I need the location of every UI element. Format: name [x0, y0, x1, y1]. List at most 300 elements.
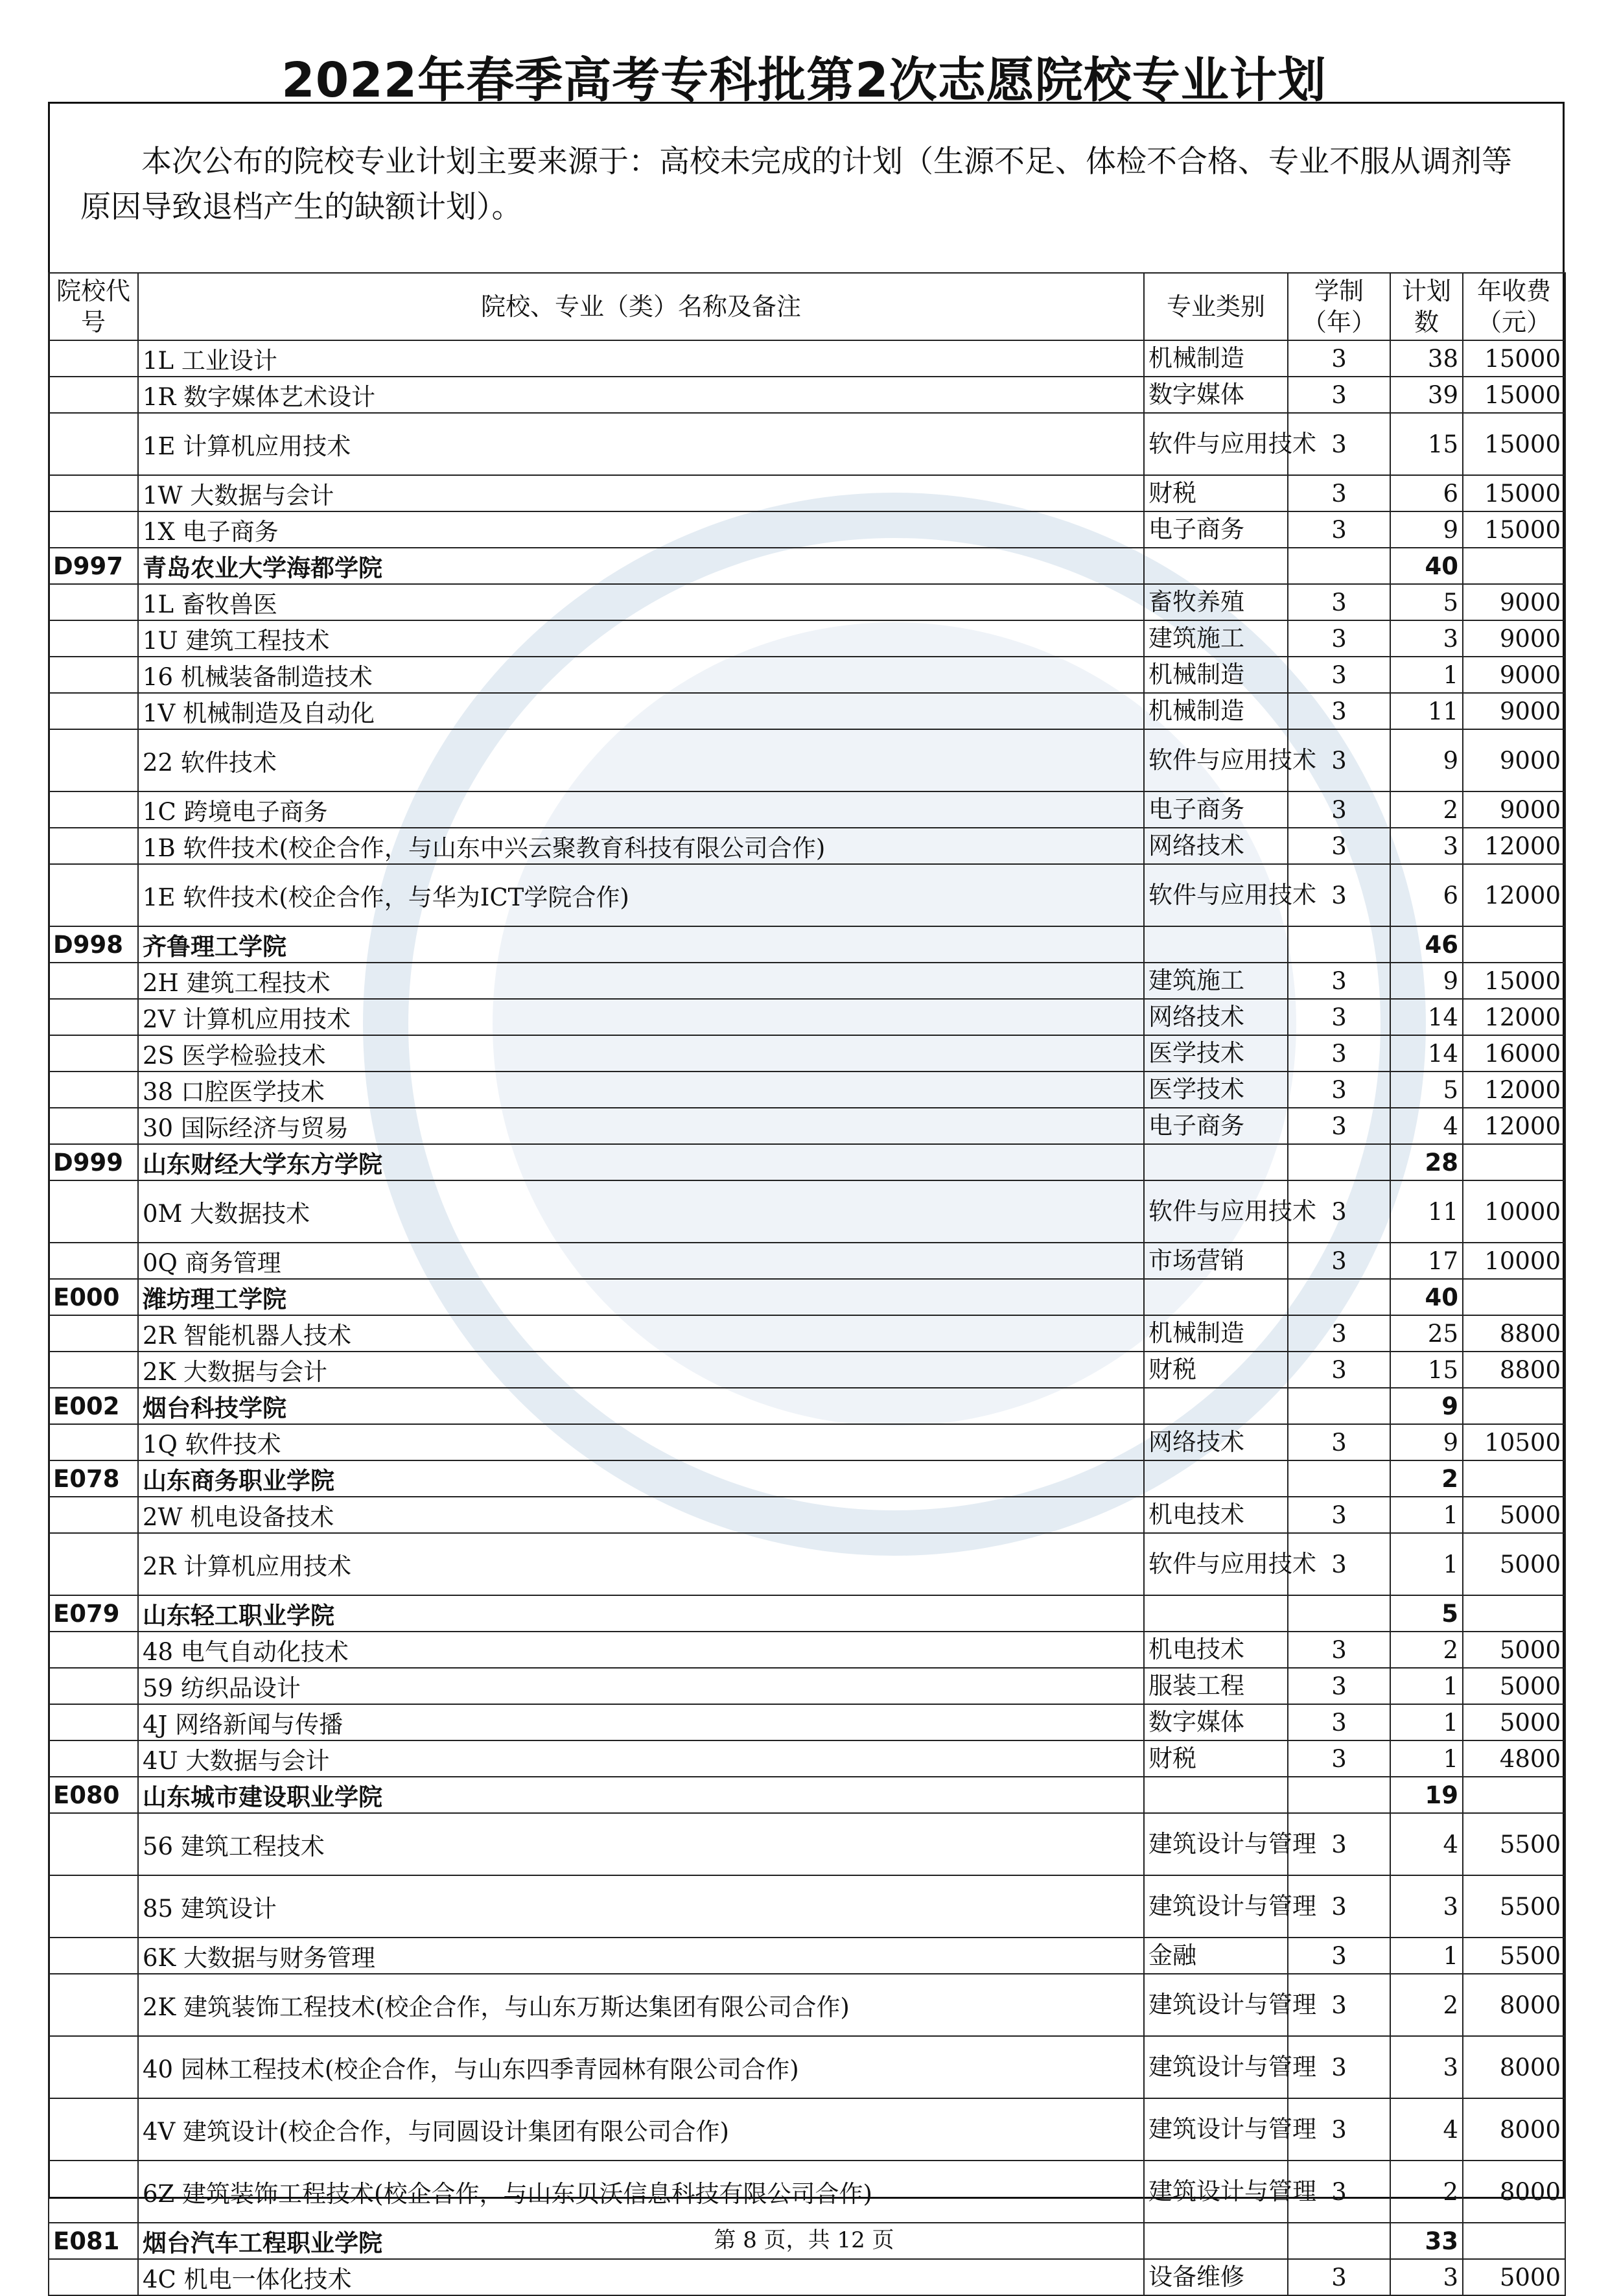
category-cell: 数字媒体: [1144, 377, 1288, 413]
code-cell: [49, 828, 138, 864]
years-cell: 3: [1288, 828, 1390, 864]
years-cell: 3: [1288, 791, 1390, 828]
category-cell: 网络技术: [1144, 999, 1288, 1035]
plan-table: [48, 272, 1566, 2296]
plan-cell: 4: [1390, 1108, 1463, 1144]
category-cell: 建筑设计与管理: [1144, 2161, 1288, 2223]
category-cell: 机械制造: [1144, 693, 1288, 729]
school-row: [49, 1777, 1565, 1813]
school-row: [49, 548, 1565, 584]
plan-cell: 3: [1390, 620, 1463, 657]
category-cell: 电子商务: [1144, 1108, 1288, 1144]
plan-cell: 40: [1390, 1279, 1463, 1315]
table-row: [49, 1813, 1565, 1875]
category-cell: 软件与应用技术: [1144, 413, 1288, 475]
category-cell: 数字媒体: [1144, 1704, 1288, 1740]
years-cell: 3: [1288, 1072, 1390, 1108]
code-cell: [49, 1632, 138, 1668]
years-cell: 3: [1288, 1424, 1390, 1460]
category-cell: 畜牧养殖: [1144, 584, 1288, 620]
fee-cell: 9000: [1463, 693, 1565, 729]
code-cell: [49, 1315, 138, 1352]
table-row: [49, 340, 1565, 377]
category-cell: 财税: [1144, 1352, 1288, 1388]
years-cell: 3: [1288, 377, 1390, 413]
school-row: [49, 1279, 1565, 1315]
name-cell: 0Q 商务管理: [138, 1243, 1144, 1279]
code-cell: [49, 693, 138, 729]
category-cell: 软件与应用技术: [1144, 729, 1288, 791]
category-cell: 机械制造: [1144, 657, 1288, 693]
page-footer: 第 8 页，共 12 页: [714, 2227, 894, 2253]
fee-cell: 8000: [1463, 1974, 1565, 2036]
category-cell: 建筑设计与管理: [1144, 1974, 1288, 2036]
name-cell: 1E 软件技术(校企合作，与华为ICT学院合作): [138, 864, 1144, 926]
category-cell: 机电技术: [1144, 1632, 1288, 1668]
plan-cell: 17: [1390, 1243, 1463, 1279]
table-row: [49, 1243, 1565, 1279]
table-row: [49, 828, 1565, 864]
fee-cell: 12000: [1463, 1108, 1565, 1144]
code-cell: [49, 413, 138, 475]
name-cell: 2R 计算机应用技术: [138, 1533, 1144, 1595]
fee-cell: [1463, 1777, 1565, 1813]
plan-cell: 2: [1390, 1460, 1463, 1497]
fee-cell: 10000: [1463, 1243, 1565, 1279]
category-cell: 建筑施工: [1144, 963, 1288, 999]
code-cell: [49, 729, 138, 791]
name-cell: 16 机械装备制造技术: [138, 657, 1144, 693]
name-cell: 0M 大数据技术: [138, 1180, 1144, 1243]
plan-cell: 3: [1390, 828, 1463, 864]
years-cell: 3: [1288, 511, 1390, 548]
table-row: [49, 1424, 1565, 1460]
category-cell: 软件与应用技术: [1144, 864, 1288, 926]
code-cell: E002: [49, 1388, 138, 1424]
plan-cell: 9: [1390, 511, 1463, 548]
notice-paragraph: 本次公布的院校专业计划主要来源于：高校未完成的计划（生源不足、体检不合格、专业不服从调剂等原因导致退档产生的缺额计划）。: [80, 144, 1512, 225]
years-cell: 3: [1288, 475, 1390, 511]
category-cell: 建筑设计与管理: [1144, 1875, 1288, 1938]
years-cell: 3: [1288, 729, 1390, 791]
code-cell: [49, 1243, 138, 1279]
plan-cell: 19: [1390, 1777, 1463, 1813]
plan-cell: 1: [1390, 1938, 1463, 1974]
code-cell: [49, 2098, 138, 2161]
plan-cell: 2: [1390, 1974, 1463, 2036]
code-cell: [49, 1533, 138, 1595]
plan-cell: 1: [1390, 1533, 1463, 1595]
code-cell: E080: [49, 1777, 138, 1813]
name-cell: 山东城市建设职业学院: [138, 1777, 1144, 1813]
school-row: [49, 1144, 1565, 1180]
code-cell: [49, 1180, 138, 1243]
code-cell: [49, 1035, 138, 1072]
plan-cell: 2: [1390, 1632, 1463, 1668]
category-cell: 软件与应用技术: [1144, 1180, 1288, 1243]
table-row: [49, 1072, 1565, 1108]
category-cell: 电子商务: [1144, 511, 1288, 548]
fee-cell: [1463, 548, 1565, 584]
name-cell: 85 建筑设计: [138, 1875, 1144, 1938]
name-cell: 齐鲁理工学院: [138, 926, 1144, 963]
name-cell: 4C 机电一体化技术: [138, 2259, 1144, 2295]
code-cell: [49, 620, 138, 657]
fee-cell: 10500: [1463, 1424, 1565, 1460]
years-cell: [1288, 1460, 1390, 1497]
plan-cell: 5: [1390, 1072, 1463, 1108]
header-name: 院校、专业（类）名称及备注: [138, 273, 1144, 340]
name-cell: 山东财经大学东方学院: [138, 1144, 1144, 1180]
table-row: [49, 1704, 1565, 1740]
fee-cell: 15000: [1463, 511, 1565, 548]
years-cell: 3: [1288, 1533, 1390, 1595]
table-row: [49, 377, 1565, 413]
fee-cell: 9000: [1463, 620, 1565, 657]
code-cell: E081: [49, 2223, 138, 2259]
category-cell: 机械制造: [1144, 1315, 1288, 1352]
fee-cell: 5500: [1463, 1875, 1565, 1938]
code-cell: E078: [49, 1460, 138, 1497]
category-cell: 电子商务: [1144, 791, 1288, 828]
fee-cell: 15000: [1463, 413, 1565, 475]
plan-cell: 1: [1390, 1497, 1463, 1533]
name-cell: 2K 大数据与会计: [138, 1352, 1144, 1388]
table-row: [49, 1497, 1565, 1533]
plan-cell: 6: [1390, 475, 1463, 511]
fee-cell: 9000: [1463, 584, 1565, 620]
years-cell: [1288, 1777, 1390, 1813]
years-cell: 3: [1288, 1243, 1390, 1279]
code-cell: E079: [49, 1595, 138, 1632]
name-cell: 59 纺织品设计: [138, 1668, 1144, 1704]
table-row: [49, 413, 1565, 475]
plan-cell: 9: [1390, 729, 1463, 791]
plan-cell: 14: [1390, 999, 1463, 1035]
years-cell: 3: [1288, 1315, 1390, 1352]
plan-cell: 4: [1390, 1813, 1463, 1875]
category-cell: 设备维修: [1144, 2259, 1288, 2295]
school-row: [49, 1595, 1565, 1632]
category-cell: 机械制造: [1144, 340, 1288, 377]
code-cell: [49, 377, 138, 413]
fee-cell: 8000: [1463, 2161, 1565, 2223]
plan-cell: 9: [1390, 1388, 1463, 1424]
years-cell: 3: [1288, 693, 1390, 729]
category-cell: 医学技术: [1144, 1035, 1288, 1072]
table-row: [49, 511, 1565, 548]
category-cell: 网络技术: [1144, 828, 1288, 864]
table-row: [49, 475, 1565, 511]
plan-cell: 25: [1390, 1315, 1463, 1352]
table-row: [49, 1180, 1565, 1243]
fee-cell: [1463, 1388, 1565, 1424]
table-row: [49, 1352, 1565, 1388]
plan-cell: 1: [1390, 1668, 1463, 1704]
table-row: [49, 2098, 1565, 2161]
fee-cell: 15000: [1463, 377, 1565, 413]
fee-cell: 5000: [1463, 1533, 1565, 1595]
table-row: [49, 791, 1565, 828]
code-cell: [49, 340, 138, 377]
fee-cell: 10000: [1463, 1180, 1565, 1243]
name-cell: 2H 建筑工程技术: [138, 963, 1144, 999]
years-cell: 3: [1288, 864, 1390, 926]
table-row: [49, 2036, 1565, 2098]
fee-cell: 5500: [1463, 1813, 1565, 1875]
header-years: 学制（年）: [1288, 273, 1390, 340]
years-cell: [1288, 548, 1390, 584]
table-row: [49, 1668, 1565, 1704]
table-row: [49, 657, 1565, 693]
code-cell: [49, 963, 138, 999]
code-cell: [49, 1974, 138, 2036]
code-cell: [49, 864, 138, 926]
fee-cell: 8000: [1463, 2098, 1565, 2161]
fee-cell: 8800: [1463, 1315, 1565, 1352]
table-row: [49, 729, 1565, 791]
category-cell: 建筑施工: [1144, 620, 1288, 657]
category-cell: 机电技术: [1144, 1497, 1288, 1533]
name-cell: 2W 机电设备技术: [138, 1497, 1144, 1533]
plan-cell: 2: [1390, 791, 1463, 828]
category-cell: 财税: [1144, 1740, 1288, 1777]
code-cell: [49, 475, 138, 511]
name-cell: 2S 医学检验技术: [138, 1035, 1144, 1072]
fee-cell: 15000: [1463, 963, 1565, 999]
name-cell: 1L 工业设计: [138, 340, 1144, 377]
years-cell: 3: [1288, 1938, 1390, 1974]
years-cell: 3: [1288, 1813, 1390, 1875]
plan-cell: 38: [1390, 340, 1463, 377]
code-cell: [49, 1352, 138, 1388]
name-cell: 22 软件技术: [138, 729, 1144, 791]
fee-cell: 5000: [1463, 1497, 1565, 1533]
name-cell: 2R 智能机器人技术: [138, 1315, 1144, 1352]
plan-cell: 14: [1390, 1035, 1463, 1072]
category-cell: [1144, 1595, 1288, 1632]
years-cell: 3: [1288, 2161, 1390, 2223]
school-row: [49, 1388, 1565, 1424]
category-cell: [1144, 1460, 1288, 1497]
code-cell: [49, 1424, 138, 1460]
fee-cell: 5000: [1463, 1704, 1565, 1740]
name-cell: 30 国际经济与贸易: [138, 1108, 1144, 1144]
years-cell: 3: [1288, 1974, 1390, 2036]
fee-cell: [1463, 926, 1565, 963]
plan-cell: 3: [1390, 2259, 1463, 2295]
name-cell: 山东轻工职业学院: [138, 1595, 1144, 1632]
code-cell: [49, 511, 138, 548]
years-cell: 3: [1288, 963, 1390, 999]
code-cell: [49, 657, 138, 693]
plan-cell: 39: [1390, 377, 1463, 413]
plan-cell: 3: [1390, 2036, 1463, 2098]
name-cell: 1B 软件技术(校企合作，与山东中兴云聚教育科技有限公司合作): [138, 828, 1144, 864]
years-cell: 3: [1288, 620, 1390, 657]
years-cell: [1288, 1595, 1390, 1632]
table-row: [49, 1108, 1565, 1144]
plan-cell: 1: [1390, 1740, 1463, 1777]
fee-cell: 9000: [1463, 657, 1565, 693]
table-row: [49, 1533, 1565, 1595]
name-cell: 1Q 软件技术: [138, 1424, 1144, 1460]
plan-cell: 3: [1390, 1875, 1463, 1938]
page-title: 2022年春季高考专科批第2次志愿院校专业计划: [281, 53, 1327, 108]
fee-cell: 8000: [1463, 2036, 1565, 2098]
header-code: 院校代号: [49, 273, 138, 340]
plan-cell: 15: [1390, 413, 1463, 475]
table-row: [49, 1315, 1565, 1352]
category-cell: 服装工程: [1144, 1668, 1288, 1704]
fee-cell: [1463, 1279, 1565, 1315]
code-cell: [49, 999, 138, 1035]
years-cell: 3: [1288, 1875, 1390, 1938]
fee-cell: 5500: [1463, 1938, 1565, 1974]
years-cell: 3: [1288, 1035, 1390, 1072]
name-cell: 1X 电子商务: [138, 511, 1144, 548]
name-cell: 6Z 建筑装饰工程技术(校企合作，与山东贝沃信息科技有限公司合作): [138, 2161, 1144, 2223]
plan-cell: 1: [1390, 1704, 1463, 1740]
category-cell: 市场营销: [1144, 1243, 1288, 1279]
code-cell: E000: [49, 1279, 138, 1315]
plan-cell: 11: [1390, 693, 1463, 729]
years-cell: 3: [1288, 657, 1390, 693]
table-row: [49, 1035, 1565, 1072]
plan-cell: 6: [1390, 864, 1463, 926]
table-row: [49, 2259, 1565, 2295]
fee-cell: 12000: [1463, 864, 1565, 926]
category-cell: 金融: [1144, 1938, 1288, 1974]
name-cell: 2K 建筑装饰工程技术(校企合作，与山东万斯达集团有限公司合作): [138, 1974, 1144, 2036]
name-cell: 6K 大数据与财务管理: [138, 1938, 1144, 1974]
name-cell: 1R 数字媒体艺术设计: [138, 377, 1144, 413]
plan-cell: 28: [1390, 1144, 1463, 1180]
name-cell: 烟台汽车工程职业学院: [138, 2223, 1144, 2259]
name-cell: 青岛农业大学海都学院: [138, 548, 1144, 584]
fee-cell: 16000: [1463, 1035, 1565, 1072]
fee-cell: 12000: [1463, 999, 1565, 1035]
category-cell: 财税: [1144, 475, 1288, 511]
code-cell: D997: [49, 548, 138, 584]
category-cell: 建筑设计与管理: [1144, 2036, 1288, 2098]
category-cell: [1144, 1388, 1288, 1424]
name-cell: 1C 跨境电子商务: [138, 791, 1144, 828]
plan-cell: 15: [1390, 1352, 1463, 1388]
years-cell: 3: [1288, 1704, 1390, 1740]
table-row: [49, 963, 1565, 999]
table-row: [49, 864, 1565, 926]
header-plan: 计划数: [1390, 273, 1463, 340]
table-row: [49, 1875, 1565, 1938]
table-row: [49, 1974, 1565, 2036]
fee-cell: 4800: [1463, 1740, 1565, 1777]
fee-cell: 8800: [1463, 1352, 1565, 1388]
years-cell: 3: [1288, 2098, 1390, 2161]
years-cell: [1288, 1279, 1390, 1315]
header-fee: 年收费（元）: [1463, 273, 1565, 340]
fee-cell: 12000: [1463, 1072, 1565, 1108]
years-cell: [1288, 926, 1390, 963]
plan-cell: 4: [1390, 2098, 1463, 2161]
years-cell: 3: [1288, 413, 1390, 475]
years-cell: 3: [1288, 1740, 1390, 1777]
name-cell: 1V 机械制造及自动化: [138, 693, 1144, 729]
fee-cell: [1463, 1144, 1565, 1180]
category-cell: [1144, 1144, 1288, 1180]
fee-cell: 15000: [1463, 475, 1565, 511]
name-cell: 1U 建筑工程技术: [138, 620, 1144, 657]
plan-cell: 11: [1390, 1180, 1463, 1243]
table-header-row: [49, 273, 1565, 340]
code-cell: D998: [49, 926, 138, 963]
plan-cell: 40: [1390, 548, 1463, 584]
table-row: [49, 999, 1565, 1035]
category-cell: 医学技术: [1144, 1072, 1288, 1108]
fee-cell: 15000: [1463, 340, 1565, 377]
name-cell: 4J 网络新闻与传播: [138, 1704, 1144, 1740]
plan-cell: 1: [1390, 657, 1463, 693]
code-cell: [49, 2259, 138, 2295]
table-row: [49, 1938, 1565, 1974]
name-cell: 4V 建筑设计(校企合作，与同圆设计集团有限公司合作): [138, 2098, 1144, 2161]
name-cell: 山东商务职业学院: [138, 1460, 1144, 1497]
code-cell: D999: [49, 1144, 138, 1180]
table-body: [49, 340, 1565, 2295]
name-cell: 40 园林工程技术(校企合作，与山东四季青园林有限公司合作): [138, 2036, 1144, 2098]
code-cell: [49, 1108, 138, 1144]
years-cell: 3: [1288, 584, 1390, 620]
code-cell: [49, 1704, 138, 1740]
name-cell: 4U 大数据与会计: [138, 1740, 1144, 1777]
school-row: [49, 1460, 1565, 1497]
category-cell: 建筑设计与管理: [1144, 1813, 1288, 1875]
years-cell: 3: [1288, 340, 1390, 377]
name-cell: 48 电气自动化技术: [138, 1632, 1144, 1668]
category-cell: [1144, 1279, 1288, 1315]
years-cell: 3: [1288, 1668, 1390, 1704]
plan-cell: 46: [1390, 926, 1463, 963]
table-row: [49, 620, 1565, 657]
years-cell: 3: [1288, 1352, 1390, 1388]
name-cell: 1L 畜牧兽医: [138, 584, 1144, 620]
fee-cell: [1463, 1460, 1565, 1497]
plan-cell: 2: [1390, 2161, 1463, 2223]
fee-cell: 5000: [1463, 1668, 1565, 1704]
school-row: [49, 926, 1565, 963]
fee-cell: [1463, 1595, 1565, 1632]
table-row: [49, 1632, 1565, 1668]
years-cell: 3: [1288, 1632, 1390, 1668]
years-cell: 3: [1288, 1497, 1390, 1533]
table-row: [49, 693, 1565, 729]
table-row: [49, 584, 1565, 620]
fee-cell: 5000: [1463, 2259, 1565, 2295]
years-cell: 3: [1288, 1180, 1390, 1243]
code-cell: [49, 2036, 138, 2098]
code-cell: [49, 2161, 138, 2223]
code-cell: [49, 1497, 138, 1533]
name-cell: 1E 计算机应用技术: [138, 413, 1144, 475]
code-cell: [49, 1668, 138, 1704]
category-cell: [1144, 1777, 1288, 1813]
years-cell: [1288, 1388, 1390, 1424]
name-cell: 1W 大数据与会计: [138, 475, 1144, 511]
years-cell: 3: [1288, 2036, 1390, 2098]
code-cell: [49, 1938, 138, 1974]
table-row: [49, 1740, 1565, 1777]
years-cell: 3: [1288, 1108, 1390, 1144]
